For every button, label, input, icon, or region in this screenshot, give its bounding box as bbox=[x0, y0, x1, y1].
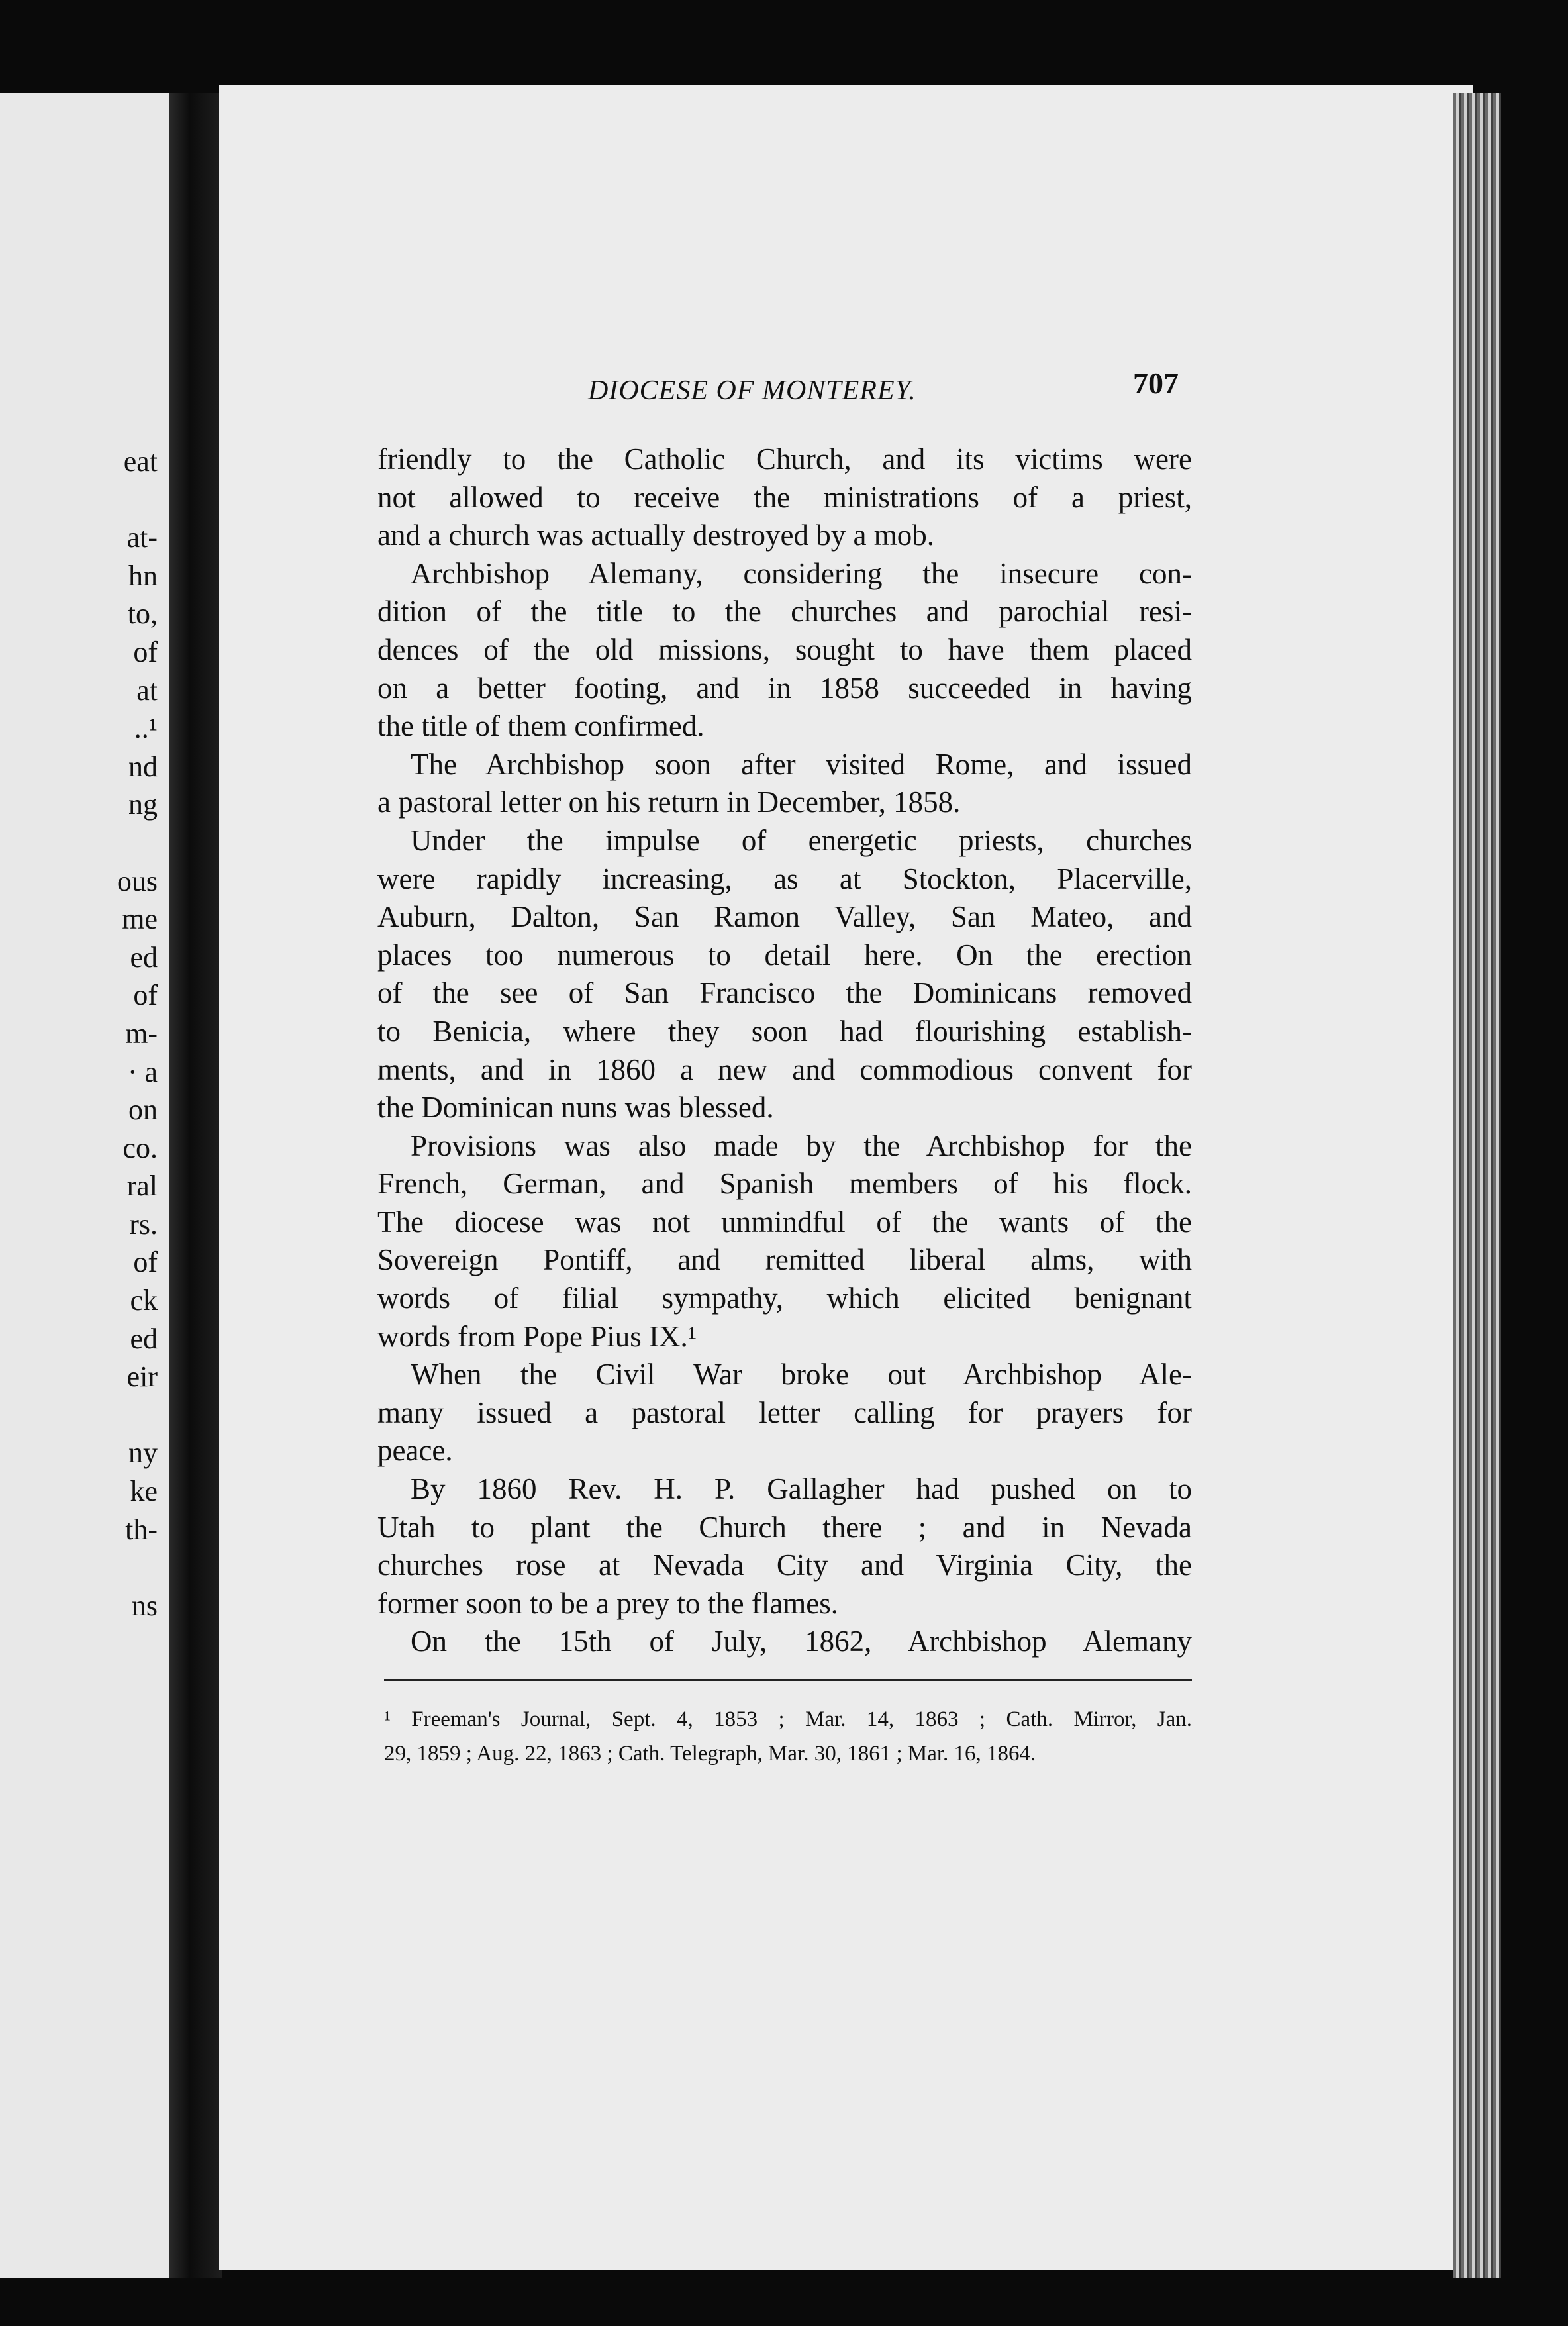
facing-page-fragment: nd bbox=[128, 750, 158, 783]
facing-page-fragment: of bbox=[133, 1246, 158, 1279]
facing-page-fragment: me bbox=[122, 903, 158, 936]
text-line: friendly to the Catholic Church, and its victims were bbox=[377, 442, 1192, 476]
facing-page-fragment: ous bbox=[117, 864, 158, 897]
text-line: words of filial sympathy, which elicited benignant bbox=[377, 1282, 1192, 1315]
facing-page-fragment bbox=[0, 1548, 158, 1587]
paragraph bbox=[377, 440, 1192, 555]
footnote-line: ¹ Freeman's Journal, Sept. 4, 1853 ; Mar. 14, 1863 ; Cath. Mirror, Jan. bbox=[384, 1707, 1192, 1731]
facing-page-fragment: eir bbox=[126, 1360, 158, 1393]
text-line: many issued a pastoral letter calling for prayers for bbox=[377, 1395, 1192, 1429]
text-line: former soon to be a prey to the flames. bbox=[377, 1586, 839, 1620]
facing-page-fragment: ..¹ bbox=[134, 712, 158, 745]
text-line: and a church was actually destroyed by a mob. bbox=[377, 519, 934, 552]
paragraph bbox=[377, 746, 1192, 822]
text-line: Provisions was also made by the Archbishop for the bbox=[411, 1129, 1192, 1162]
text-line: On the 15th of July, 1862, Archbishop Alemany bbox=[411, 1625, 1192, 1658]
text-line: ments, and in 1860 a new and commodious convent for bbox=[377, 1052, 1192, 1086]
facing-page-fragment: co. bbox=[122, 1131, 158, 1164]
running-title: DIOCESE OF MONTEREY. bbox=[588, 376, 916, 406]
facing-page-fragment: to, bbox=[127, 597, 158, 631]
text-line: Archbishop Alemany, considering the insecure con- bbox=[411, 556, 1192, 590]
text-line: peace. bbox=[377, 1434, 453, 1468]
text-line: By 1860 Rev. H. P. Gallagher had pushed on to bbox=[411, 1472, 1192, 1506]
text-line: dences of the old missions, sought to have them placed bbox=[377, 632, 1192, 666]
facing-page-fragment bbox=[0, 1396, 158, 1435]
paragraph bbox=[377, 1356, 1192, 1470]
text-line: a pastoral letter on his return in December, 1858. bbox=[377, 785, 961, 819]
page-number: 707 bbox=[1133, 366, 1179, 400]
text-line: of the see of San Francisco the Dominicans removed bbox=[377, 976, 1192, 1010]
text-line: were rapidly increasing, as at Stockton, Placerville, bbox=[377, 862, 1192, 895]
paragraph bbox=[377, 555, 1192, 746]
facing-page-fragment: of bbox=[133, 979, 158, 1012]
text-line: The Archbishop soon after visited Rome, and issued bbox=[411, 747, 1192, 781]
facing-page-fragment: ed bbox=[130, 940, 158, 974]
footnote-line: 29, 1859 ; Aug. 22, 1863 ; Cath. Telegraph, Mar. 30, 1861 ; Mar. 16, 1864. bbox=[384, 1742, 1036, 1766]
facing-page-fragment: m- bbox=[125, 1017, 158, 1050]
facing-page-fragment bbox=[0, 481, 158, 519]
text-line: Utah to plant the Church there ; and in Nevada bbox=[377, 1510, 1192, 1544]
facing-page-fragment: on bbox=[128, 1093, 158, 1127]
facing-page-fragment: at- bbox=[126, 521, 158, 554]
facing-page-text bbox=[0, 442, 158, 1663]
body-text bbox=[377, 440, 1192, 1661]
facing-page-fragment: ke bbox=[130, 1475, 158, 1508]
text-line: When the Civil War broke out Archbishop Ale- bbox=[411, 1358, 1192, 1391]
facing-page-fragment: th- bbox=[125, 1513, 158, 1546]
paragraph bbox=[377, 1623, 1192, 1661]
facing-page-fragment bbox=[0, 824, 158, 862]
paragraph bbox=[377, 1470, 1192, 1623]
facing-page-fragment: · a bbox=[127, 1055, 158, 1088]
facing-page-fragment: hn bbox=[128, 559, 158, 592]
facing-page-fragment: ck bbox=[130, 1284, 158, 1317]
footnote bbox=[384, 1702, 1192, 1771]
facing-page-fragment: ny bbox=[128, 1437, 158, 1470]
facing-page-fragment: ed bbox=[130, 1322, 158, 1355]
text-line: French, German, and Spanish members of his flock. bbox=[377, 1167, 1192, 1201]
facing-page-fragment: ral bbox=[126, 1170, 158, 1203]
facing-page-fragment: ng bbox=[128, 788, 158, 821]
text-line: churches rose at Nevada City and Virginia City, the bbox=[377, 1548, 1192, 1582]
text-line: words from Pope Pius IX.¹ bbox=[377, 1319, 697, 1353]
facing-page-fragment: at bbox=[136, 674, 158, 707]
facing-page-fragment bbox=[0, 1625, 158, 1663]
running-head bbox=[377, 366, 1179, 412]
facing-page-fragment: of bbox=[133, 635, 158, 668]
text-line: Under the impulse of energetic priests, churches bbox=[411, 823, 1192, 857]
text-line: Auburn, Dalton, San Ramon Valley, San Mateo, and bbox=[377, 900, 1192, 934]
paragraph bbox=[377, 822, 1192, 1127]
text-line: dition of the title to the churches and parochial resi- bbox=[377, 595, 1192, 629]
text-line: Sovereign Pontiff, and remitted liberal alms, with bbox=[377, 1243, 1192, 1277]
text-line: places too numerous to detail here. On the erection bbox=[377, 938, 1192, 972]
facing-page-fragment: ns bbox=[131, 1589, 158, 1622]
text-line: not allowed to receive the ministrations of a priest, bbox=[377, 480, 1192, 514]
text-line: the Dominican nuns was blessed. bbox=[377, 1091, 774, 1125]
text-line: to Benicia, where they soon had flourishing establish- bbox=[377, 1014, 1192, 1048]
page-edges bbox=[1453, 93, 1501, 2278]
facing-page-fragment: rs. bbox=[129, 1207, 158, 1240]
footnote-rule bbox=[384, 1679, 1192, 1681]
text-line: on a better footing, and in 1858 succeeded in having bbox=[377, 671, 1192, 705]
text-line: the title of them confirmed. bbox=[377, 709, 705, 743]
paragraph bbox=[377, 1127, 1192, 1356]
text-line: The diocese was not unmindful of the wants of the bbox=[377, 1205, 1192, 1239]
facing-page-fragment: eat bbox=[123, 445, 158, 478]
book-gutter bbox=[169, 93, 222, 2278]
